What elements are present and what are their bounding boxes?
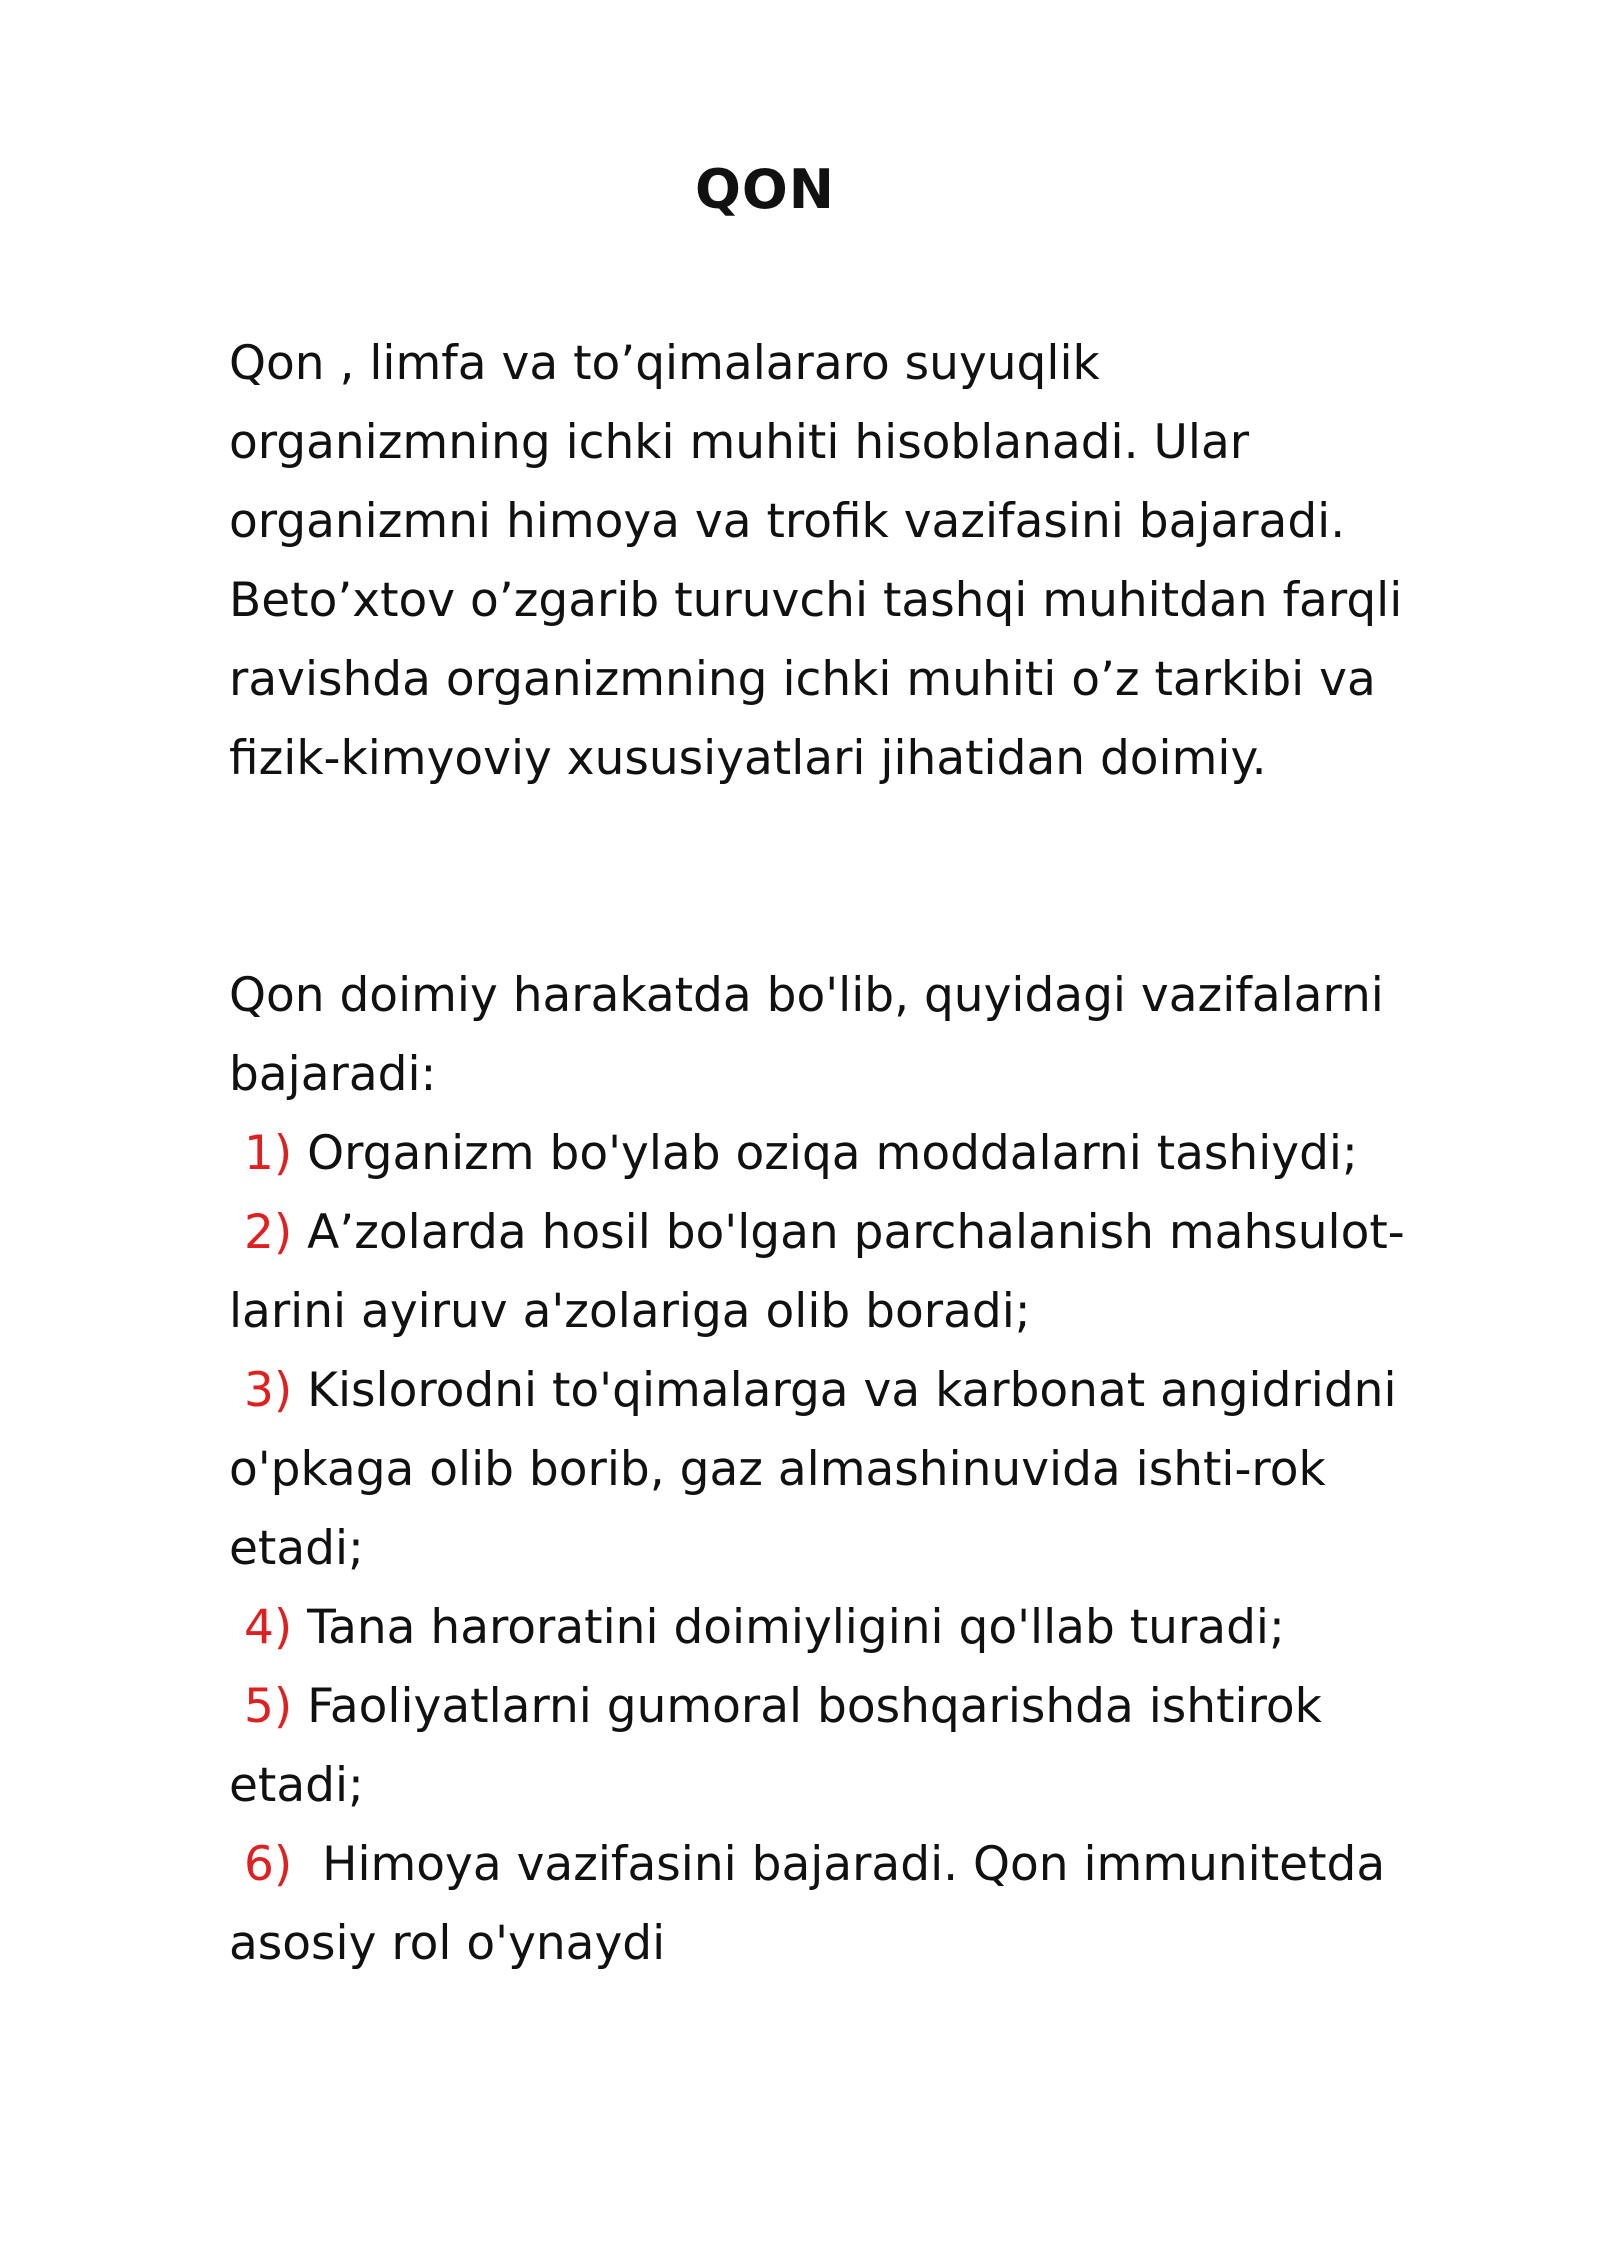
list-item-text: o'pkaga olib borib, gaz almashinuvida ishti-rok <box>229 1442 1326 1497</box>
list-item-5 <box>229 1679 1322 1734</box>
list-item-2 <box>229 1205 1405 1260</box>
list-item-4 <box>229 1600 1285 1655</box>
list-item-text: Organizm bo'ylab oziqa moddalarni tashiydi; <box>307 1126 1358 1181</box>
page-title: QON <box>694 158 835 221</box>
intro-paragraph <box>229 324 1529 798</box>
list-number: 1) <box>243 1126 293 1181</box>
list-number: 2) <box>243 1205 293 1260</box>
list-number: 6) <box>243 1837 293 1892</box>
list-item-text: larini ayiruv a'zolariga olib boradi; <box>229 1284 1031 1339</box>
intro-line: fizik-kimyoviy xususiyatlari jihatidan doimiy. <box>229 731 1267 786</box>
list-number: 4) <box>243 1600 293 1655</box>
list-item-text: Kislorodni to'qimalarga va karbonat angidridni <box>307 1363 1397 1418</box>
list-item-text: Faoliyatlarni gumoral boshqarishda ishtirok <box>307 1679 1322 1734</box>
intro-line: organizmni himoya va trofik vazifasini bajaradi. <box>229 494 1346 549</box>
list-number: 5) <box>243 1679 293 1734</box>
list-intro-line: bajaradi: <box>229 1047 437 1102</box>
list-item-6 <box>229 1837 1385 1892</box>
list-item-1 <box>229 1126 1358 1181</box>
intro-line: ravishda organizmning ichki muhiti o’z tarkibi va <box>229 652 1376 707</box>
list-intro-line: Qon doimiy harakatda bo'lib, quyidagi vazifalarni <box>229 968 1384 1023</box>
document-body <box>229 324 1529 1983</box>
intro-line: organizmning ichki muhiti hisoblanadi. Ular <box>229 415 1250 470</box>
list-item-text: Himoya vazifasini bajaradi. Qon immunitetda <box>307 1837 1386 1892</box>
list-item-text: asosiy rol o'ynaydi <box>229 1916 666 1971</box>
functions-paragraph <box>229 956 1529 1983</box>
list-item-text: etadi; <box>229 1758 364 1813</box>
intro-line: Beto’xtov o’zgarib turuvchi tashqi muhitdan farqli <box>229 573 1403 628</box>
list-item-text: Tana haroratini doimiyligini qo'llab turadi; <box>307 1600 1285 1655</box>
intro-line: Qon , limfa va to’qimalararo suyuqlik <box>229 336 1100 391</box>
list-item-3 <box>229 1363 1397 1418</box>
list-number: 3) <box>243 1363 293 1418</box>
list-item-text: A’zolarda hosil bo'lgan parchalanish mahsulot- <box>307 1205 1405 1260</box>
list-item-text: etadi; <box>229 1521 364 1576</box>
